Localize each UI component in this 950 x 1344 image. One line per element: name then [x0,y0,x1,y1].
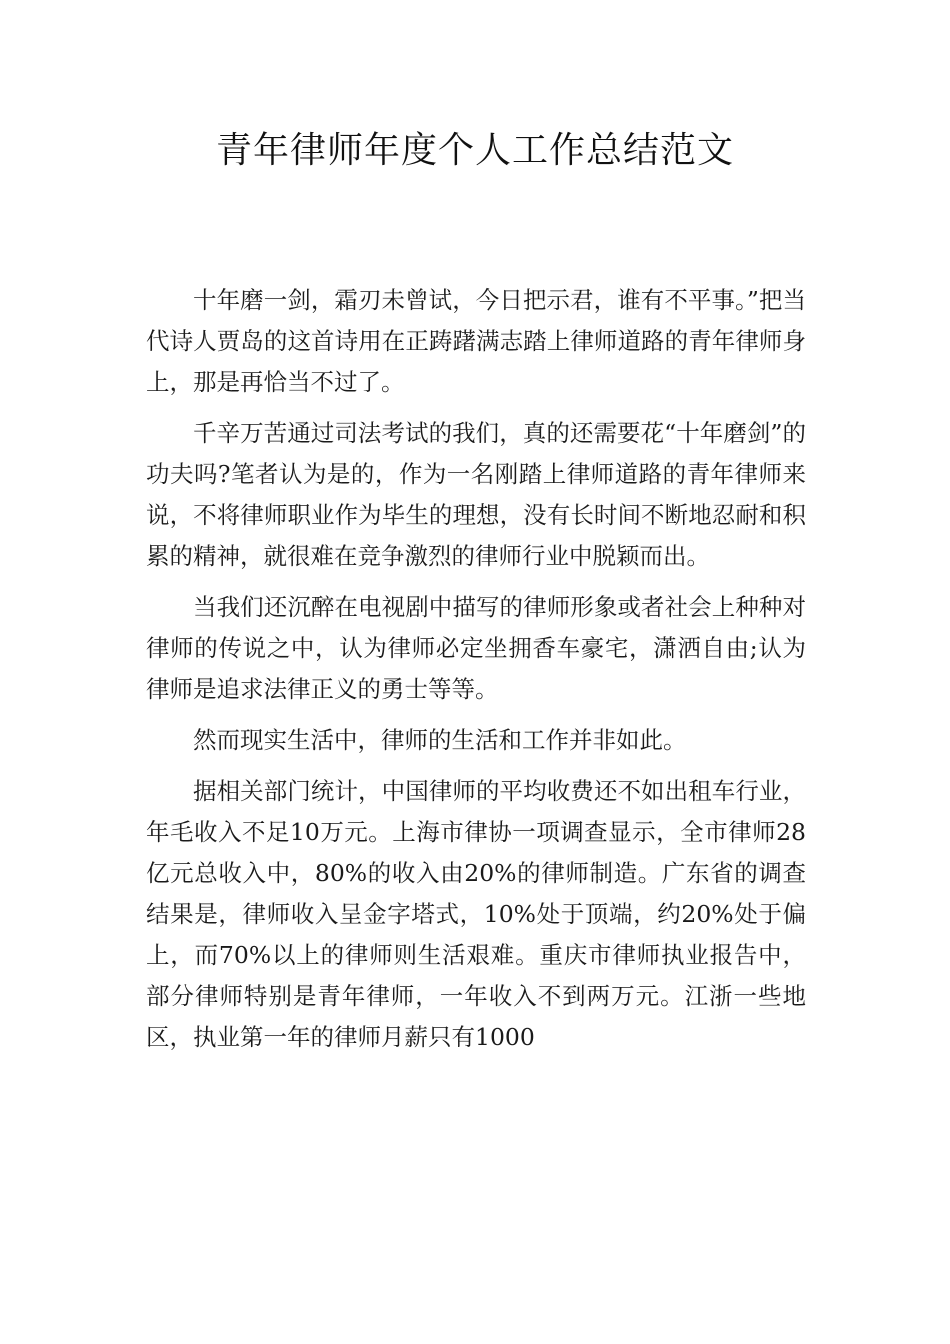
paragraph: 千辛万苦通过司法考试的我们，真的还需要花“十年磨剑”的功夫吗?笔者认为是的，作为一名刚踏上律师道路的青年律师来说，不将律师职业作为毕生的理想，没有长时间不断地忍耐和积累的精神，就很难在竞争激烈的律师行业中脱颖而出。 [146,419,806,570]
paragraph: 当我们还沉醉在电视剧中描写的律师形象或者社会上种种对律师的传说之中，认为律师必定坐拥香车豪宅，潇洒自由;认为律师是追求法律正义的勇士等等。 [146,593,806,703]
document-title: 青年律师年度个人工作总结范文 [215,130,734,171]
paragraph: 十年磨一剑，霜刃未曾试，今日把示君，谁有不平事。”把当代诗人贾岛的这首诗用在正踌躇满志踏上律师道路的青年律师身上，那是再恰当不过了。 [146,286,806,396]
paragraph: 据相关部门统计，中国律师的平均收费还不如出租车行业，年毛收入不足10万元。上海市律协一项调查显示，全市律师28亿元总收入中，80%的收入由20%的律师制造。广东省的调查结果是，律师收入呈金字塔式，10%处于顶端，约20%处于偏上，而70%以上的律师则生活艰难。重庆市律师执业报告中，部分律师特别是青年律师，一年收入不到两万元。江浙一些地区，执业第一年的律师月薪只有1000 [146,777,806,1051]
paragraph: 然而现实生活中，律师的生活和工作并非如此。 [193,726,687,754]
document-body [146,280,806,1068]
